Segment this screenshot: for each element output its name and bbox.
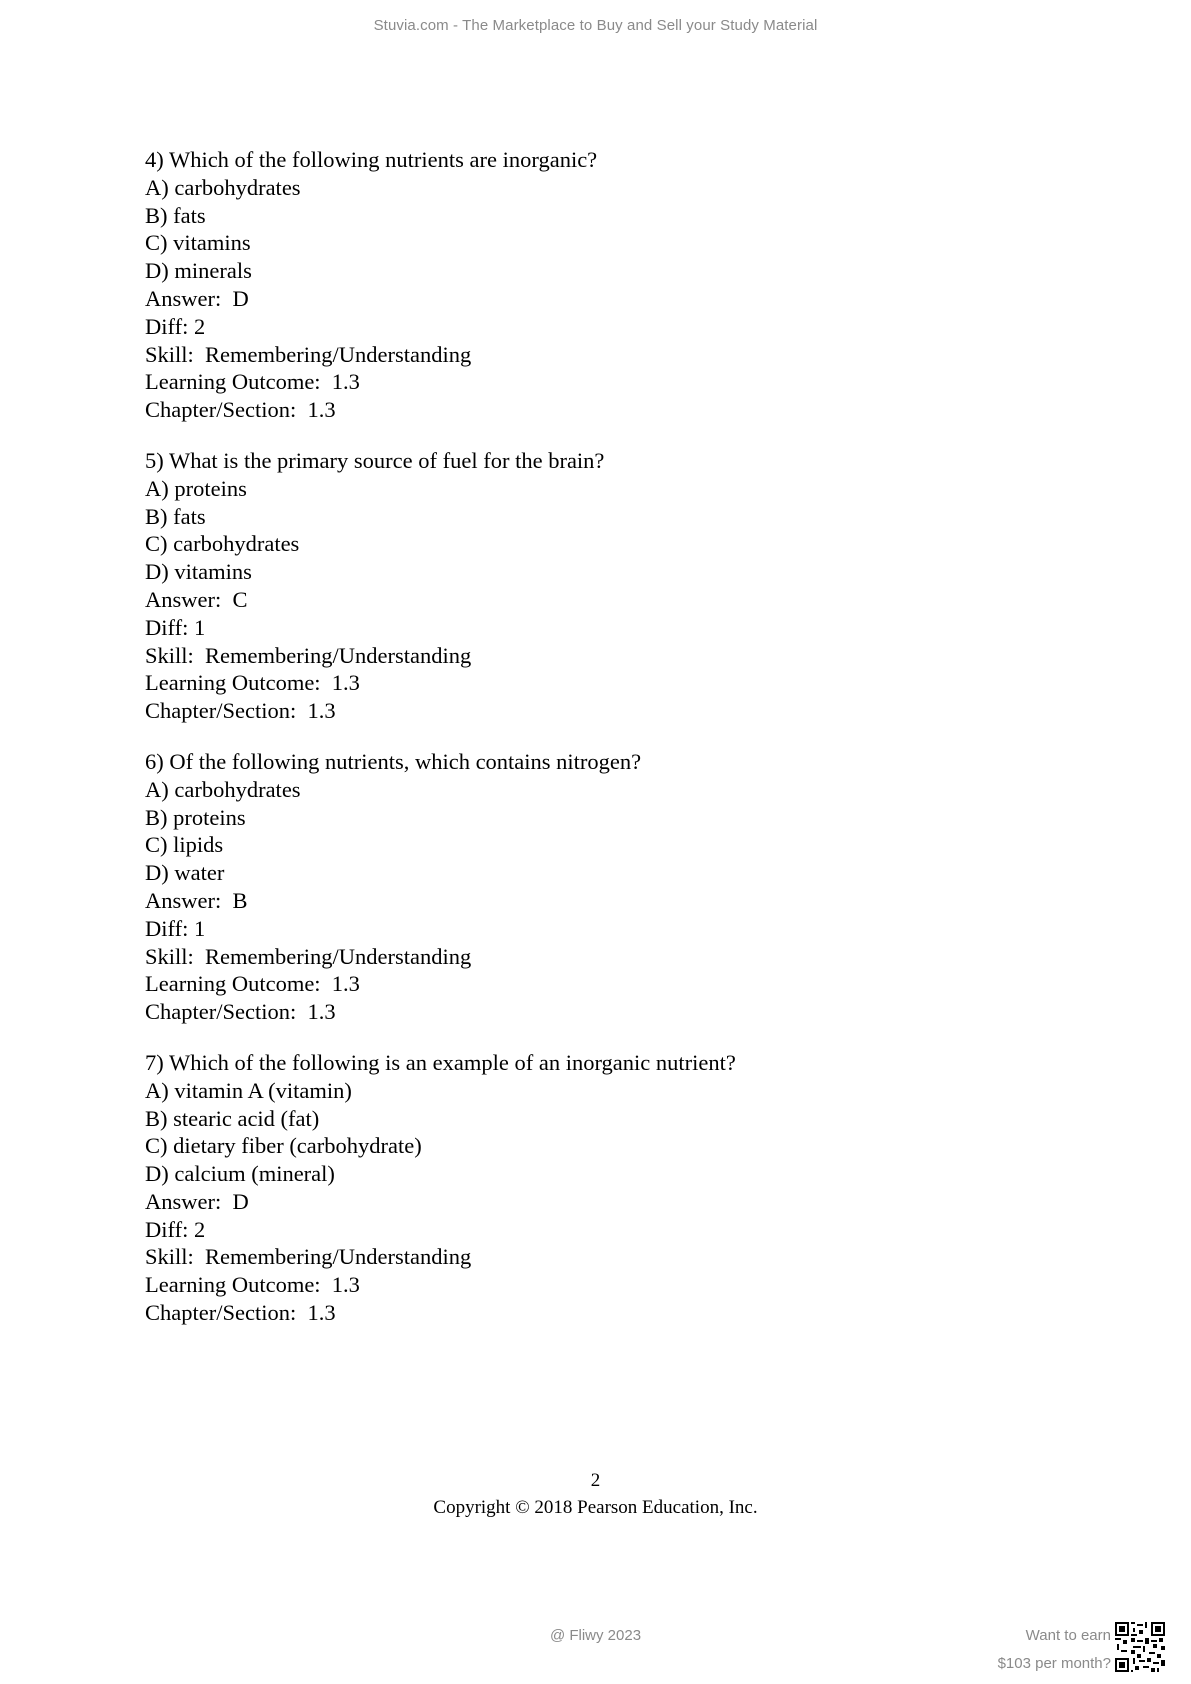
footer-brand: @ Fliwy 2023 xyxy=(549,1627,642,1644)
difficulty: Diff: 1 xyxy=(145,915,206,941)
qr-code-icon[interactable] xyxy=(1115,1622,1165,1672)
answer-option: D) vitamins xyxy=(145,559,252,585)
answer-option: B) proteins xyxy=(145,804,246,830)
copyright-notice: Copyright © 2018 Pearson Education, Inc. xyxy=(433,1497,758,1518)
skill: Skill: Remembering/Understanding xyxy=(145,943,472,969)
chapter-section: Chapter/Section: 1.3 xyxy=(145,397,336,423)
question-block xyxy=(145,1049,1065,1327)
question-block xyxy=(145,748,1065,1026)
answer-option: D) water xyxy=(145,860,225,886)
answer-option: A) carbohydrates xyxy=(145,776,301,802)
answer-option: B) fats xyxy=(145,503,206,529)
chapter-section: Chapter/Section: 1.3 xyxy=(145,1300,336,1326)
question-list xyxy=(145,146,1065,1350)
difficulty: Diff: 2 xyxy=(145,313,206,339)
learning-outcome: Learning Outcome: 1.3 xyxy=(145,971,360,997)
answer-key: Answer: D xyxy=(145,285,249,311)
learning-outcome: Learning Outcome: 1.3 xyxy=(145,1272,360,1298)
question-stem: 7) Which of the following is an example of an inorganic nutrient? xyxy=(145,1049,736,1075)
answer-option: A) proteins xyxy=(145,475,247,501)
answer-option: C) carbohydrates xyxy=(145,531,300,557)
answer-option: D) calcium (mineral) xyxy=(145,1161,335,1187)
question-block xyxy=(145,146,1065,424)
promo-line-2: $103 per month? xyxy=(997,1655,1111,1672)
page-number: 2 xyxy=(590,1470,601,1491)
skill: Skill: Remembering/Understanding xyxy=(145,642,472,668)
answer-option: D) minerals xyxy=(145,258,252,284)
answer-option: B) fats xyxy=(145,202,206,228)
difficulty: Diff: 1 xyxy=(145,614,206,640)
learning-outcome: Learning Outcome: 1.3 xyxy=(145,369,360,395)
skill: Skill: Remembering/Understanding xyxy=(145,1244,472,1270)
answer-option: C) vitamins xyxy=(145,230,251,256)
question-block xyxy=(145,447,1065,725)
answer-option: B) stearic acid (fat) xyxy=(145,1105,320,1131)
header-watermark: Stuvia.com - The Marketplace to Buy and Sell your Study Material xyxy=(373,17,818,34)
answer-key: Answer: B xyxy=(145,887,248,913)
question-stem: 4) Which of the following nutrients are inorganic? xyxy=(145,147,598,172)
earn-promo[interactable] xyxy=(998,1622,1111,1678)
question-stem: 6) Of the following nutrients, which contains nitrogen? xyxy=(145,748,642,774)
answer-option: A) vitamin A (vitamin) xyxy=(145,1077,352,1103)
answer-key: Answer: C xyxy=(145,586,248,612)
answer-option: C) lipids xyxy=(145,832,224,858)
answer-key: Answer: D xyxy=(145,1188,249,1214)
question-stem: 5) What is the primary source of fuel for the brain? xyxy=(145,447,605,473)
promo-line-1: Want to earn xyxy=(1025,1627,1111,1644)
chapter-section: Chapter/Section: 1.3 xyxy=(145,698,336,724)
skill: Skill: Remembering/Understanding xyxy=(145,341,472,367)
answer-option: C) dietary fiber (carbohydrate) xyxy=(145,1133,422,1159)
difficulty: Diff: 2 xyxy=(145,1216,206,1242)
answer-option: A) carbohydrates xyxy=(145,174,301,200)
chapter-section: Chapter/Section: 1.3 xyxy=(145,999,336,1025)
learning-outcome: Learning Outcome: 1.3 xyxy=(145,670,360,696)
